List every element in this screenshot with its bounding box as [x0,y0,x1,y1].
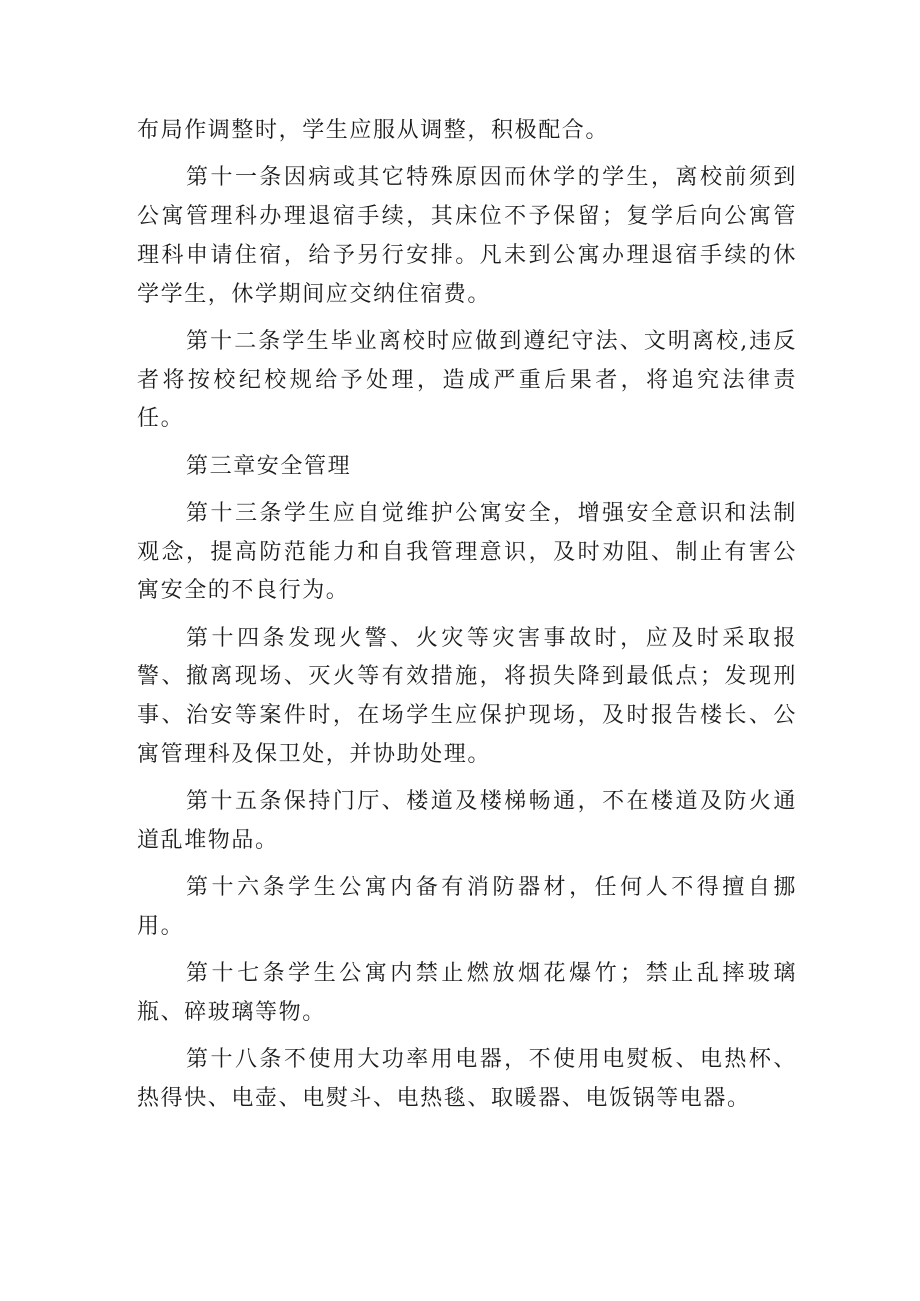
article-17: 第十七条学生公寓内禁止燃放烟花爆竹；禁止乱摔玻璃瓶、碎玻璃等物。 [137,961,797,1025]
article-14: 第十四条发现火警、火灾等灾害事故时，应及时采取报警、撤离现场、灭火等有效措施，将损失降到最低点；发现刑事、治安等案件时，在场学生应保护现场，及时报告楼长、公寓管理科及保卫处，并协助处理。 [137,625,797,767]
document-body [137,112,797,1127]
article-12: 第十二条学生毕业离校时应做到遵纪守法、文明离校,违反者将按校纪校规给予处理，造成严重后果者，将追究法律责任。 [137,328,797,432]
article-18: 第十八条不使用大功率用电器，不使用电熨板、电热杯、热得快、电壶、电熨斗、电热毯、取暖器、电饭锅等电器。 [137,1047,797,1111]
chapter-3-heading: 第三章安全管理 [186,453,352,479]
article-13: 第十三条学生应自觉维护公寓安全，增强安全意识和法制观念，提高防范能力和自我管理意识，及时劝阻、制止有害公寓安全的不良行为。 [137,500,797,604]
paragraph-continuation: 布局作调整时，学生应服从调整，积极配合。 [137,118,610,143]
article-11: 第十一条因病或其它特殊原因而休学的学生，离校前须到公寓管理科办理退宿手续，其床位不予保留；复学后向公寓管理科申请住宿，给予另行安排。凡未到公寓办理退宿手续的休学学生，休学期间应交纳住宿费。 [137,165,797,307]
article-15: 第十五条保持门厅、楼道及楼梯畅通，不在楼道及防火通道乱堆物品。 [137,789,797,853]
article-16: 第十六条学生公寓内备有消防器材，任何人不得擅自挪用。 [137,875,797,939]
